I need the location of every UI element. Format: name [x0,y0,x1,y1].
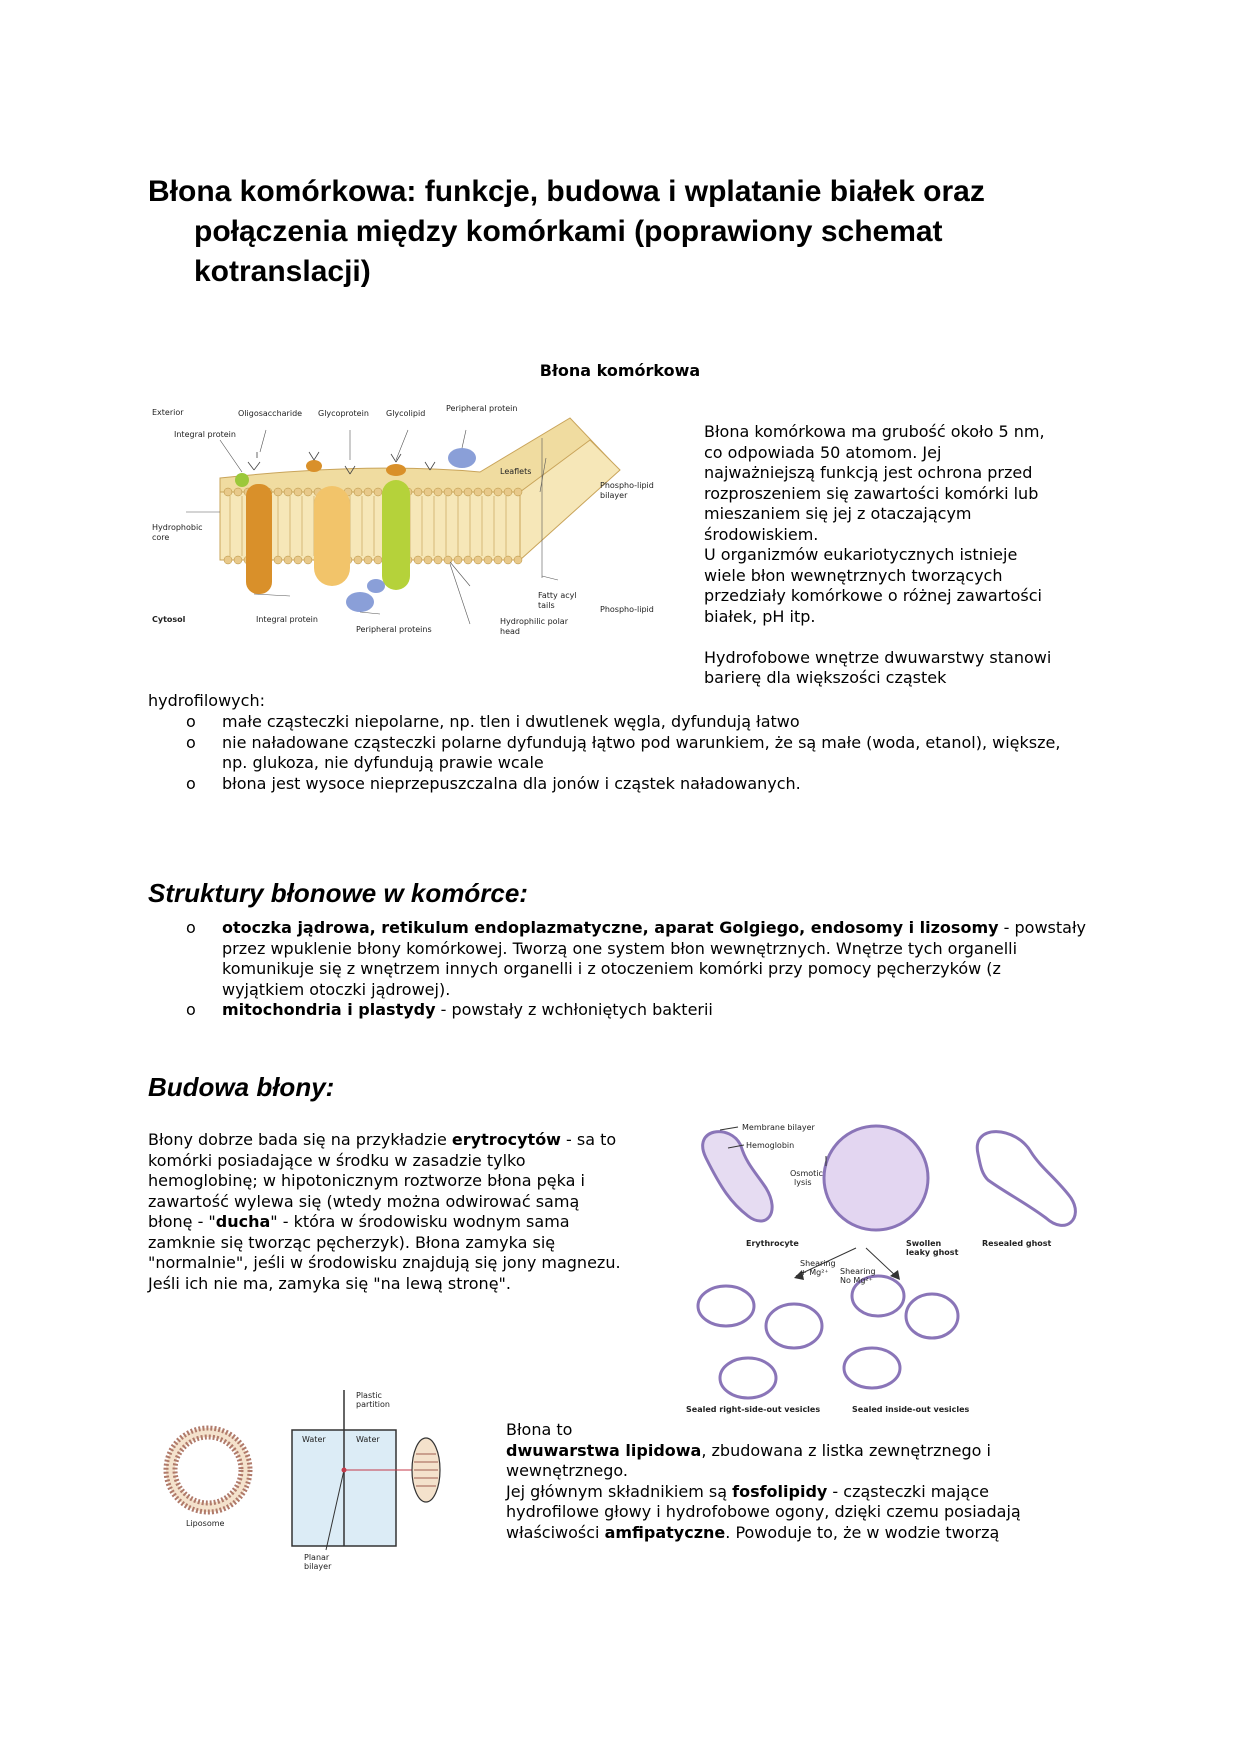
text-line: białek, pH itp. [704,606,816,626]
green-ball [235,473,249,487]
label-phospholipid-bilayer: Phospho-lipid [600,481,654,490]
bilayer-paragraph [506,1420,1096,1543]
list-item: o mitochondria i plastydy - powstały z wchłoniętych bakterii [186,1000,713,1019]
intro-paragraph [704,422,1124,689]
title-line: Błona komórkowa: funkcje, budowa i wplatanie białek oraz [148,175,985,208]
label-resealed-ghost: Resealed ghost [982,1239,1052,1248]
title-line: kotranslacji) [194,255,371,288]
section-heading-struktury: Struktury błonowe w komórce: [148,878,528,908]
membrane-diagram [150,400,670,640]
label-planar-bilayer: Planar [304,1553,330,1562]
liposome [166,1428,250,1512]
text-line: wiele błon wewnętrznych tworzących [704,565,1003,585]
page-title [148,172,1088,292]
text-line: Błony dobrze bada się na przykładzie erytrocytów - sa to [148,1130,617,1149]
text-line: rozproszeniem się zawartości komórki lub [704,483,1039,503]
label-glycoprotein: Glycoprotein [318,409,369,418]
text-line: Hydrofobowe wnętrze dwuwarstwy stanowi [704,647,1052,667]
bullet-marker: o [186,712,196,731]
section-heading-budowa: Budowa błony: [148,1072,335,1102]
label-phospholipid-bilayer-2: bilayer [600,491,628,500]
text-line: najważniejszą funkcją jest ochrona przed [704,463,1033,482]
text-line: Błona to [506,1420,573,1439]
text-line: barierę dla większości cząstek [704,668,947,687]
para2-continuation [148,691,1108,712]
label-leaflets: Leaflets [500,467,532,476]
list-item: o małe cząsteczki niepolarne, np. tlen i dwutlenek węgla, dyfundują łatwo [186,712,800,731]
erythrocyte-ghost-diagram [686,1118,1086,1418]
label-planar-bilayer-2: bilayer [304,1562,332,1571]
vesicle-inside-out [906,1294,958,1338]
peripheral-protein [367,579,385,593]
glycoprotein [314,486,350,586]
text-line: co odpowiada 50 atomom. Jej [704,442,942,462]
label-shearing-mg-2: + Mg²⁺ [800,1268,829,1277]
text-line: błonę - "ducha" - która w środowisku wodnym sama [148,1212,570,1231]
text-line: środowiskiem. [704,524,819,544]
peripheral-protein-top [448,448,476,468]
text-line: wewnętrznego. [506,1461,628,1480]
label-peripheral-proteins: Peripheral proteins [356,625,432,634]
list-item: o nie naładowane cząsteczki polarne dyfundują łątwo pod warunkiem, że są małe (woda, etanol), większe, np. glukoza, nie dyfundują prawie wcale [186,732,1061,772]
text-line: dwuwarstwa lipidowa, zbudowana z listka zewnętrznego i [506,1440,991,1460]
oligo-cap [306,460,322,472]
structures-list [148,918,1088,1021]
text-line: Jeśli ich nie ma, zamyka się "na lewą stronę". [148,1273,511,1293]
membrane-bilayer [220,418,620,564]
label-membrane-bilayer: Membrane bilayer [742,1123,815,1132]
vesicle-inside-out [844,1348,900,1388]
label-inside-out: Sealed inside-out vesicles [852,1405,970,1414]
label-hydrophilic-2: head [500,627,520,636]
label-shearing-mg: Shearing [800,1259,836,1268]
vesicle-right-side-out [720,1358,776,1398]
label-erythrocyte: Erythrocyte [746,1239,799,1248]
label-phospholipid: Phospho-lipid [600,605,654,614]
title-line: połączenia między komórkami (poprawiony schemat [194,215,943,248]
text-line: Błona komórkowa ma grubość około 5 nm, [704,422,1045,441]
label-hydrophobic-core-2: core [152,533,170,542]
label-swollen-ghost-2: leaky ghost [906,1248,959,1257]
label-plastic-partition-2: partition [356,1400,390,1409]
peripheral-protein [346,592,374,612]
text-line: zamknie się tworząc pęcherzyk). Błona zamyka się [148,1232,556,1252]
permeability-list [148,712,1088,794]
vesicle-right-side-out [766,1304,822,1348]
label-osmotic-lysis-2: lysis [794,1178,812,1187]
integral-protein-green [382,480,410,590]
label-shearing-nomg-2: No Mg²⁺ [840,1276,873,1285]
text-line: "normalnie", jeśli w środowisku znajdują się jony magnezu. [148,1253,621,1272]
label-fatty-acyl: Fatty acyl [538,591,577,600]
list-item: o błona jest wysoce nieprzepuszczalna dla jonów i cząstek naładowanych. [186,773,801,793]
label-water-right: Water [356,1435,380,1444]
label-water-left: Water [302,1435,326,1444]
label-hydrophilic: Hydrophilic polar [500,617,568,626]
bullet-marker: o [186,1000,196,1019]
text-line: hydrofilowe głowy i hydrofobowe ogony, dzięki czemu posiadają [506,1502,1021,1521]
text-line: zawartość wylewa się (wtedy można odwirować samą [148,1191,580,1211]
label-glycolipid: Glycolipid [386,409,426,418]
label-integral-protein-bottom: Integral protein [256,615,318,624]
list-item: o otoczka jądrowa, retikulum endoplazmatyczne, aparat Golgiego, endosomy i lizosomy - powstały przez wpuklenie błony komórkowej. Tworzą one system błon wewnętrznych. Wnętrze tych organelli komunikuje się z wnętrzem innych organelli i z otoczeniem komórki przy pomocy pęcherzyków (z wyjątkiem otoczki jądrowej). [186,918,1086,999]
vesicle-right-side-out [698,1286,754,1326]
section-heading-blona: Błona komórkowa [539,361,701,380]
integral-protein-orange [246,484,272,594]
label-oligosaccharide: Oligosaccharide [238,409,303,418]
label-right-side-out: Sealed right-side-out vesicles [686,1405,821,1414]
swollen-ghost [824,1126,928,1230]
label-osmotic-lysis: Osmotic [790,1169,823,1178]
label-hemoglobin: Hemoglobin [746,1141,795,1150]
text-line: U organizmów eukariotycznych istnieje [704,545,1018,564]
label-shearing-nomg: Shearing [840,1267,876,1276]
text-line: mieszaniem się jej z otaczającym [704,504,972,523]
bullet-marker: o [186,918,196,937]
text-line: komórki posiadające w środku w zasadzie tylko [148,1150,526,1170]
text-line: Jej głównym składnikiem są fosfolipidy - cząsteczki mające [506,1481,989,1501]
erythrocyte-paragraph [148,1130,688,1294]
text-line: hydrofilowych: [148,691,265,710]
glycolipid-cap [386,464,406,476]
text-line: hemoglobinę; w hipotonicznym roztworze błona pęka i [148,1171,585,1190]
label-swollen-ghost: Swollen [906,1239,942,1248]
label-liposome: Liposome [186,1519,225,1528]
label-exterior: Exterior [152,408,184,417]
label-peripheral-protein: Peripheral protein [446,404,518,413]
text-line: właściwości amfipatyczne. Powoduje to, że w wodzie tworzą [506,1522,1000,1542]
label-hydrophobic-core: Hydrophobic [152,523,203,532]
label-plastic-partition: Plastic [356,1391,382,1400]
bullet-marker: o [186,732,196,752]
resealed-ghost [977,1132,1075,1226]
text-line: przedziały komórkowe o różnej zawartości [704,586,1042,605]
label-integral-protein: Integral protein [174,430,236,439]
label-cytosol: Cytosol [152,615,186,624]
bullet-marker: o [186,773,196,793]
label-fatty-acyl-2: tails [538,601,555,610]
liposome-planar-diagram [150,1390,470,1576]
